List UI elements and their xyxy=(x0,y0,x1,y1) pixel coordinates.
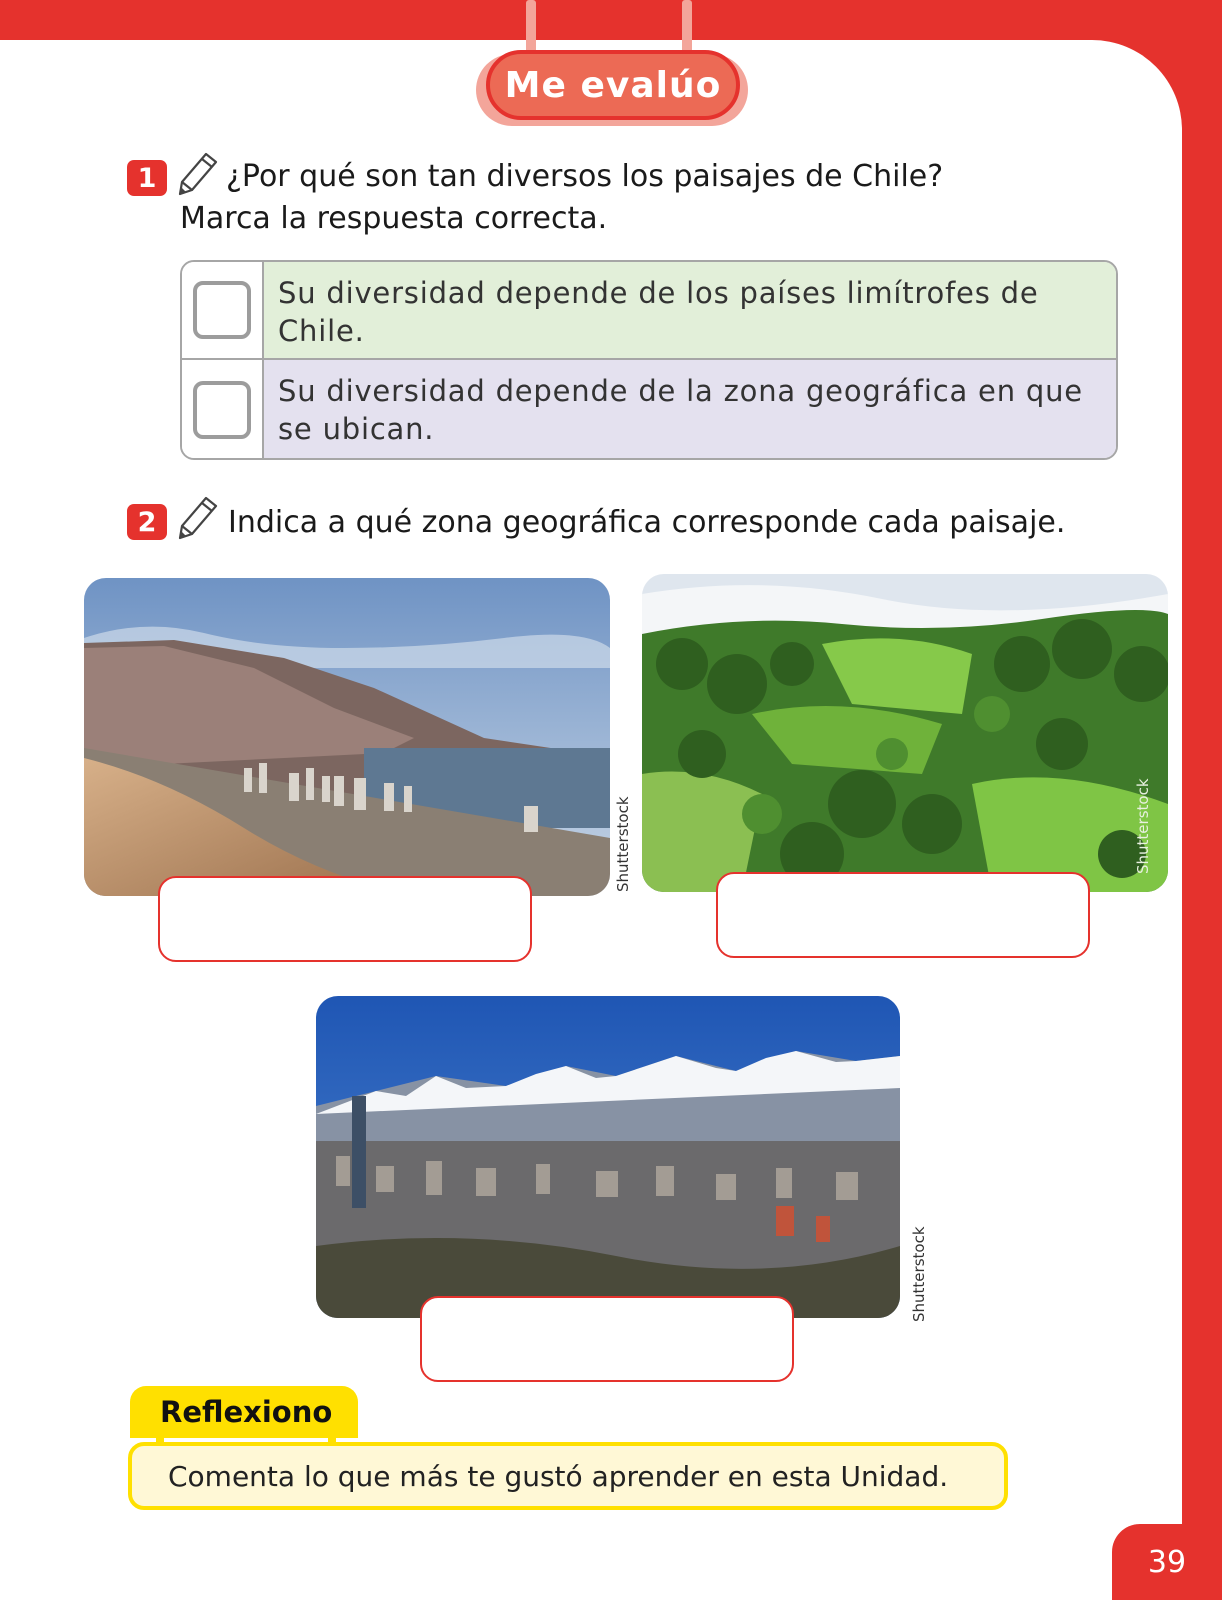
reflection-label: Reflexiono xyxy=(130,1386,358,1438)
photo-1-credit: Shutterstock xyxy=(614,796,632,892)
photo-2-answer-box[interactable] xyxy=(716,872,1090,958)
option-1-checkbox-cell xyxy=(182,262,264,358)
snowy-mountains-city-photo xyxy=(316,996,900,1318)
option-2-checkbox[interactable] xyxy=(193,381,251,439)
answer-option-1 xyxy=(182,262,1116,360)
photo-3-credit: Shutterstock xyxy=(910,1226,928,1322)
title-hanger-left xyxy=(526,0,536,54)
question-2-text: Indica a qué zona geográfica corresponde cada paisaje. xyxy=(228,505,1066,540)
option-1-text: Su diversidad depende de los países limítrofes de Chile. xyxy=(264,262,1116,358)
pencil-icon xyxy=(176,150,220,198)
option-2-text: Su diversidad depende de la zona geográfica en que se ubican. xyxy=(264,360,1116,460)
reflection-prompt: Comenta lo que más te gustó aprender en esta Unidad. xyxy=(128,1442,1008,1510)
question-1-instruction: Marca la respuesta correcta. xyxy=(180,201,608,236)
question-2-number: 2 xyxy=(127,504,167,540)
answer-options-table xyxy=(180,260,1118,460)
pencil-icon xyxy=(176,494,220,542)
desert-coast-city-photo xyxy=(84,578,610,896)
photo-2-credit: Shutterstock xyxy=(1134,778,1152,874)
question-1-number: 1 xyxy=(127,160,167,196)
photo-3-answer-box[interactable] xyxy=(420,1296,794,1382)
green-hills-forest-photo xyxy=(642,574,1168,892)
question-1-text: ¿Por qué son tan diversos los paisajes de Chile? xyxy=(226,159,944,194)
option-2-checkbox-cell xyxy=(182,360,264,460)
answer-option-2 xyxy=(182,360,1116,460)
title-hanger-right xyxy=(682,0,692,54)
page-title: Me evalúo xyxy=(486,50,740,120)
photo-1-answer-box[interactable] xyxy=(158,876,532,962)
page-number: 39 xyxy=(1112,1524,1222,1600)
option-1-checkbox[interactable] xyxy=(193,281,251,339)
